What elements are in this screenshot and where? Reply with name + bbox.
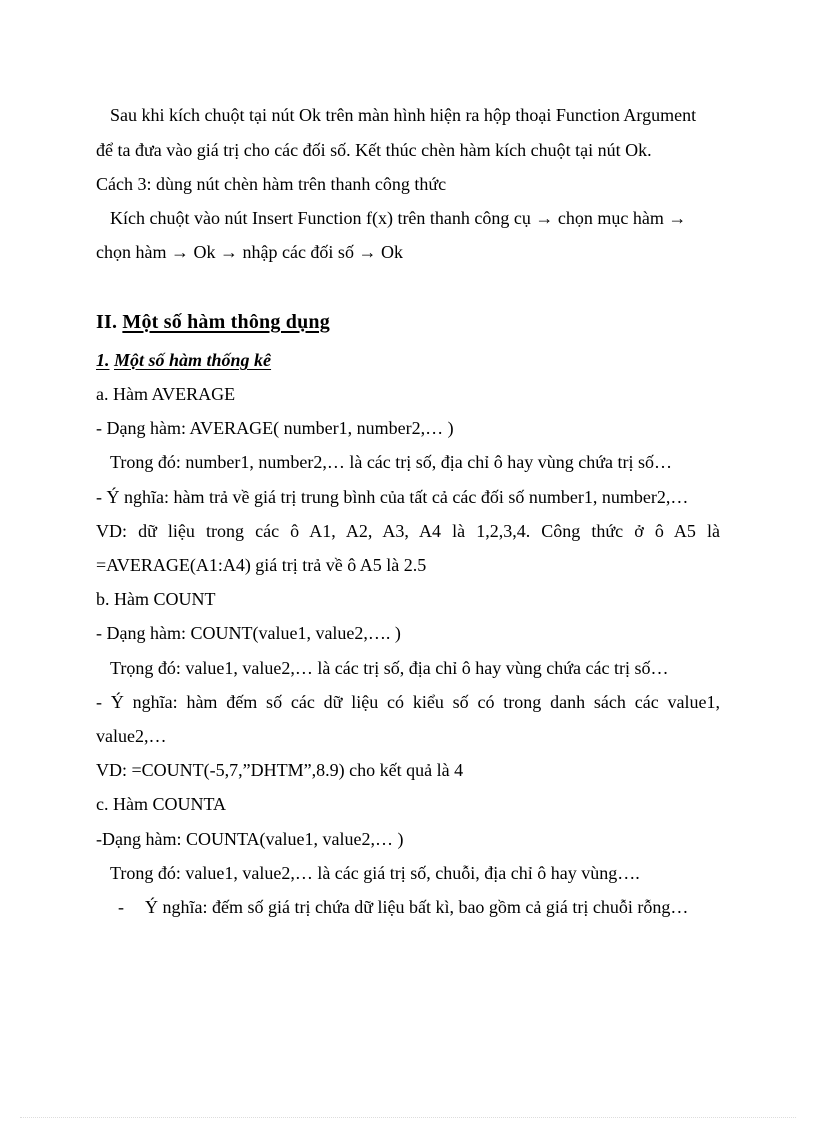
average-syntax: - Dạng hàm: AVERAGE( number1, number2,… ) xyxy=(96,418,454,438)
subsection-number: 1. xyxy=(96,350,110,370)
counta-meaning: Ý nghĩa: đếm số giá trị chứa dữ liệu bất kì, bao gồm cả giá trị chuỗi rỗng… xyxy=(145,897,689,917)
subsection-title: Một số hàm thống kê xyxy=(114,350,272,370)
counta-where: Trong đó: value1, value2,… là các giá trị số, chuỗi, địa chỉ ô hay vùng…. xyxy=(110,863,640,883)
average-example-line: =AVERAGE(A1:A4) giá trị trả về ô A5 là 2.5 xyxy=(96,555,427,575)
paragraph-line: Sau khi kích chuột tại nút Ok trên màn hình hiện ra hộp thoại Function Argument xyxy=(110,105,697,125)
counta-syntax: -Dạng hàm: COUNTA(value1, value2,… ) xyxy=(96,829,404,849)
count-heading: b. Hàm COUNT xyxy=(96,589,216,609)
count-meaning-line: value2,… xyxy=(96,726,167,746)
average-example-line: VD: dữ liệu trong các ô A1, A2, A3, A4 là 1,2,3,4. Công thức ở ô A5 là xyxy=(96,521,720,541)
subsection-heading xyxy=(96,349,720,371)
method-3-line: Cách 3: dùng nút chèn hàm trên thanh công thức xyxy=(96,174,447,194)
bullet-marker: - xyxy=(118,897,124,917)
section-number: II. xyxy=(96,311,118,333)
average-where: Trong đó: number1, number2,… là các trị số, địa chỉ ô hay vùng chứa trị số… xyxy=(110,452,672,472)
section-title: Một số hàm thông dụng xyxy=(122,311,330,333)
paragraph-line: Kích chuột vào nút Insert Function f(x) trên thanh công cụ → chọn mục hàm → xyxy=(110,208,687,228)
count-example: VD: =COUNT(-5,7,”DHTM”,8.9) cho kết quả là 4 xyxy=(96,760,464,780)
counta-heading: c. Hàm COUNTA xyxy=(96,794,227,814)
count-syntax: - Dạng hàm: COUNT(value1, value2,…. ) xyxy=(96,623,401,643)
paragraph-line: để ta đưa vào giá trị cho các đối số. Kết thúc chèn hàm kích chuột tại nút Ok. xyxy=(96,140,652,160)
average-heading: a. Hàm AVERAGE xyxy=(96,384,236,404)
average-meaning: - Ý nghĩa: hàm trả về giá trị trung bình của tất cả các đối số number1, number2,… xyxy=(96,487,689,507)
count-where: Trọng đó: value1, value2,… là các trị số, địa chỉ ô hay vùng chứa các trị số… xyxy=(110,658,669,678)
section-heading xyxy=(96,311,720,333)
count-meaning-line: - Ý nghĩa: hàm đếm số các dữ liệu có kiểu số có trong danh sách các value1, xyxy=(96,692,720,712)
page-bottom-rule xyxy=(20,1117,796,1118)
paragraph-line: chọn hàm → Ok → nhập các đối số → Ok xyxy=(96,242,403,262)
